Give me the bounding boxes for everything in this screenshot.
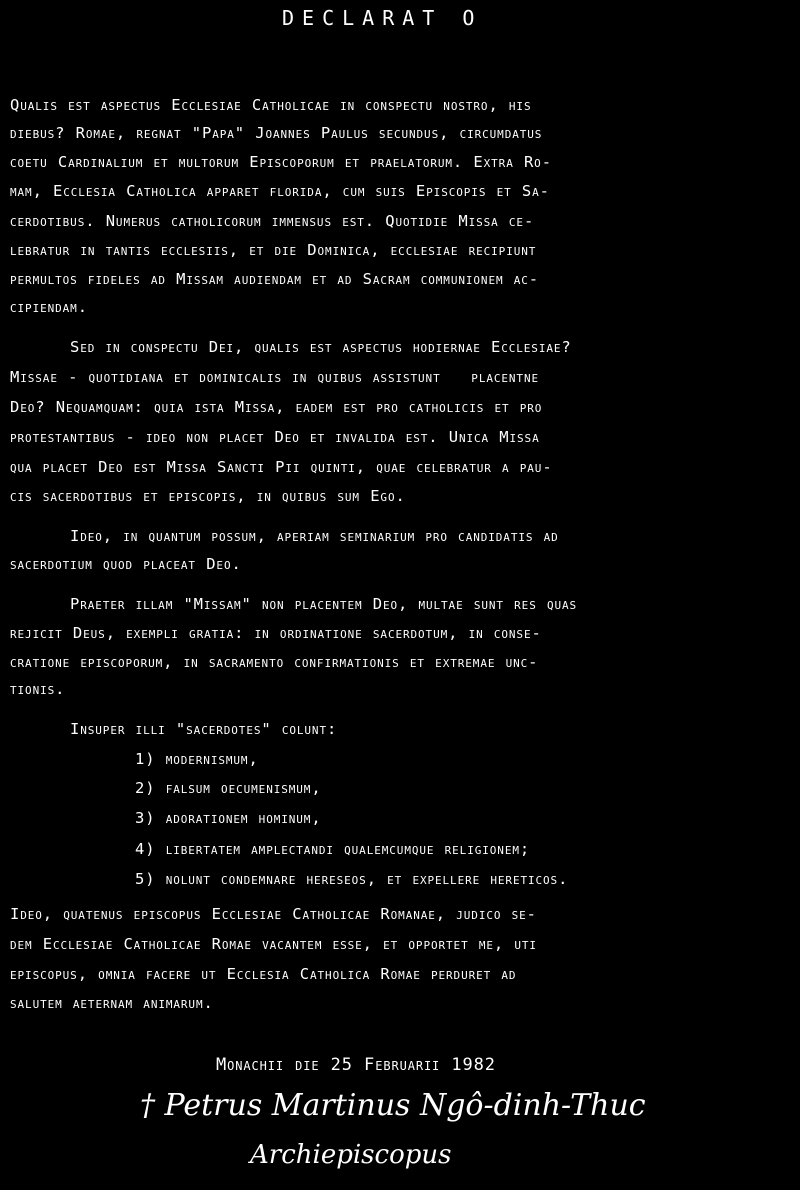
text-line: Ideo, in quantum possum, aperiam seminarium pro candidatis ad [70,527,559,545]
text-line: diebus? Romae, regnat "Papa" Joannes Paulus secundus, circumdatus [10,124,543,142]
date-line: Monachii die 25 Februarii 1982 [216,1055,496,1075]
text-line: Ideo, quatenus episcopus Ecclesiae Catholicae Romanae, judico se- [10,905,537,923]
signature-title: Archiepiscopus [250,1140,452,1170]
list-item: 3) adorationem hominum, [135,809,322,827]
text-line: qua placet Deo est Missa Sancti Pii quinti, quae celebratur a pau- [10,458,553,476]
text-line: cratione episcoporum, in sacramento confirmationis et extremae unc- [10,653,539,671]
list-item: 1) modernismum, [135,750,259,768]
text-line: Deo? Nequamquam: quia ista Missa, eadem est pro catholicis et pro [10,398,543,416]
text-line: cerdotibus. Numerus catholicorum immensus est. Quotidie Missa ce- [10,212,535,230]
text-line: coetu Cardinalium et multorum Episcoporum et praelatorum. Extra Ro- [10,153,552,171]
text-line: cipiendam. [10,298,88,316]
text-line: Insuper illi "sacerdotes" colunt: [70,720,338,738]
text-line: mam, Ecclesia Catholica apparet florida, cum suis Episcopis et Sa- [10,182,550,200]
document-title: DECLARAT O [282,6,483,30]
text-line: Praeter illam "Missam" non placentem Deo, multae sunt res quas [70,595,578,613]
text-line: tionis. [10,680,66,698]
text-line: Qualis est aspectus Ecclesiae Catholicae in conspectu nostro, his [10,96,532,114]
text-line: dem Ecclesiae Catholicae Romae vacantem esse, et opportet me, uti [10,935,537,953]
text-line: protestantibus - ideo non placet Deo et invalida est. Unica Missa [10,428,540,446]
text-line: permultos fideles ad Missam audiendam et ad Sacram communionem ac- [10,270,539,288]
list-item: 5) nolunt condemnare hereseos, et expellere hereticos. [135,870,569,888]
text-line: rejicit Deus, exempli gratia: in ordinatione sacerdotum, in conse- [10,624,542,642]
text-line: Sed in conspectu Dei, qualis est aspectus hodiernae Ecclesiae? [70,338,572,356]
text-line: cis sacerdotibus et episcopis, in quibus sum Ego. [10,487,406,505]
text-line: episcopus, omnia facere ut Ecclesia Catholica Romae perduret ad [10,965,517,983]
text-line: lebratur in tantis ecclesiis, et die Dominica, ecclesiae recipiunt [10,241,537,259]
list-item: 4) libertatem amplectandi qualemcumque religionem; [135,840,531,858]
list-item: 2) falsum oecumenismum, [135,779,322,797]
signature-name: † Petrus Martinus Ngô-dinh-Thuc [140,1088,646,1123]
text-line: salutem aeternam animarum. [10,994,214,1012]
text-line: sacerdotium quod placeat Deo. [10,555,242,573]
text-line: Missae - quotidiana et dominicalis in quibus assistunt placentne [10,368,539,386]
